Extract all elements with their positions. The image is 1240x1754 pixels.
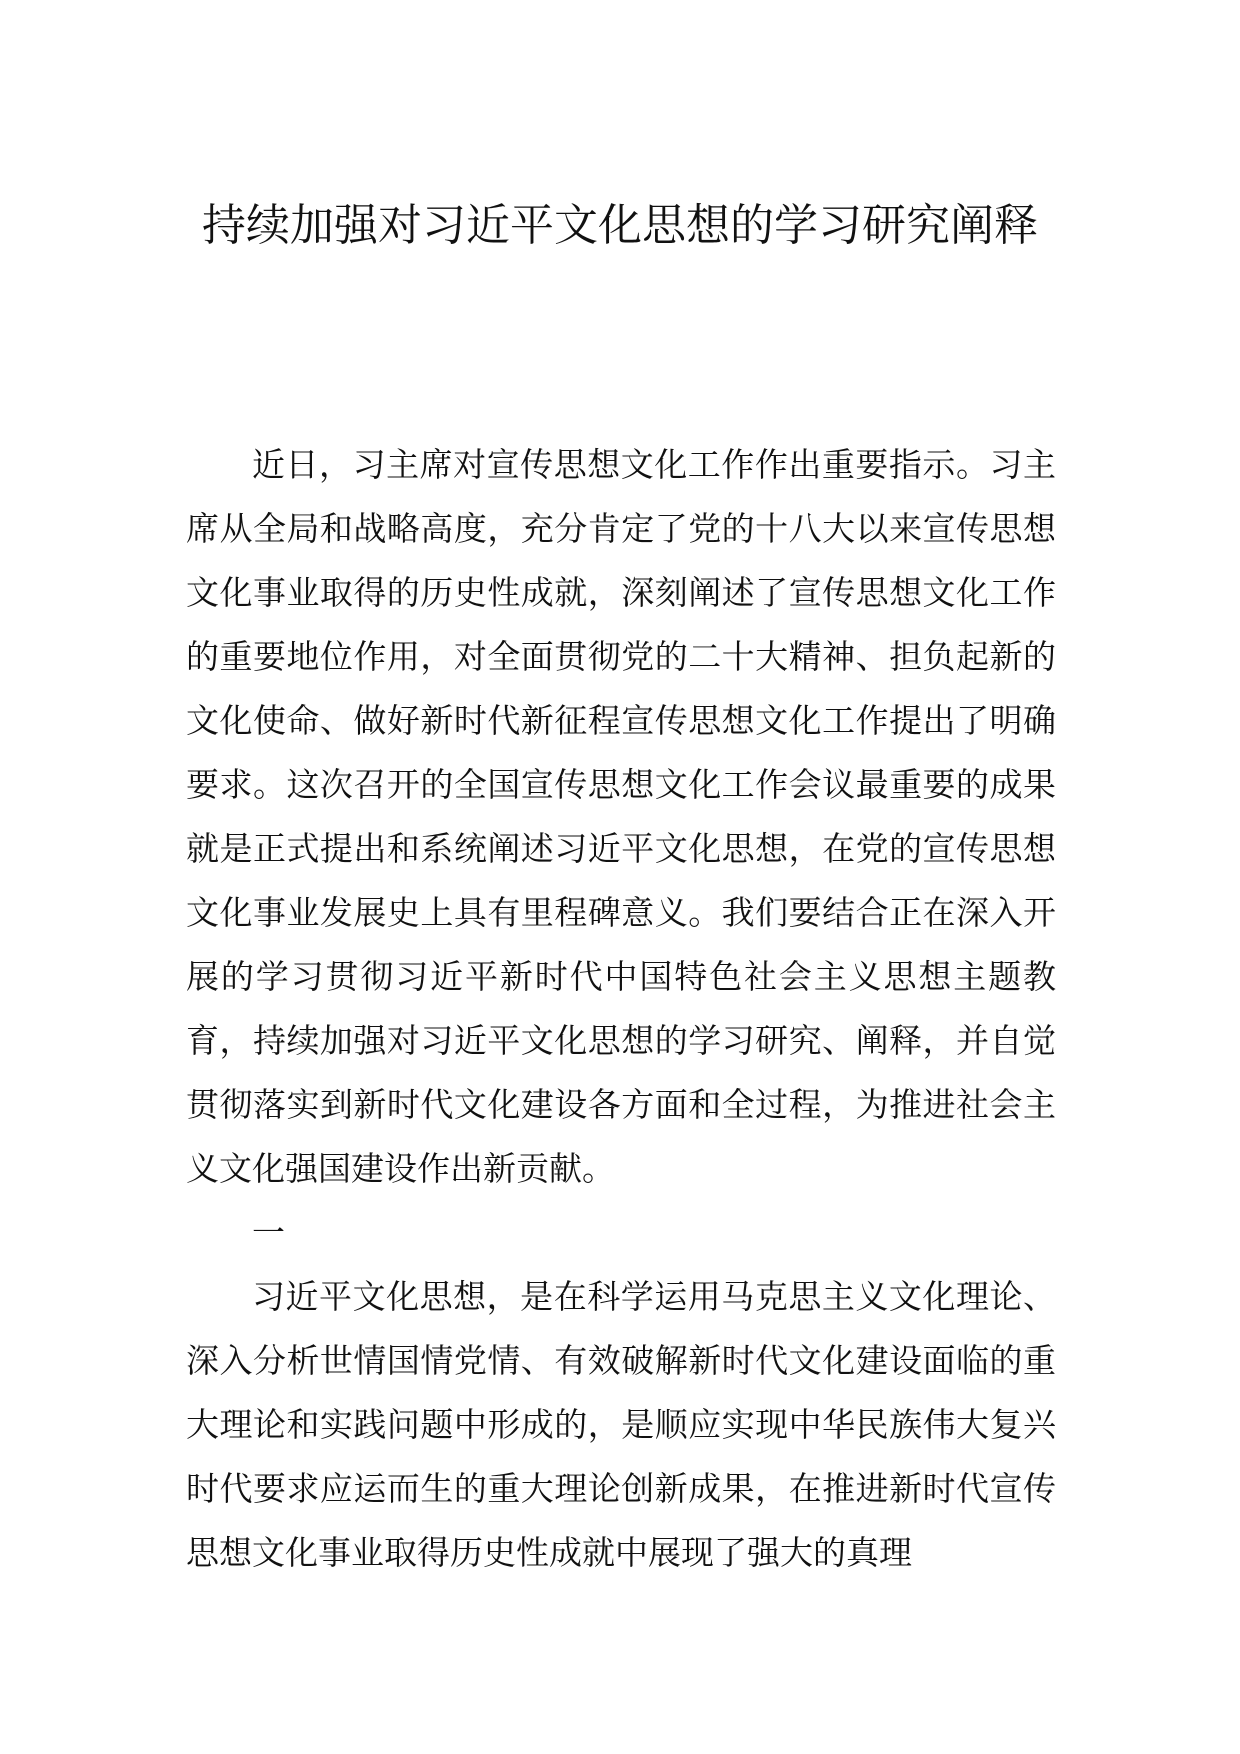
document-body bbox=[186, 433, 1056, 1585]
section-number: 一 bbox=[252, 1213, 285, 1252]
paragraph-intro: 近日，习主席对宣传思想文化工作作出重要指示。习主席从全局和战略高度，充分肯定了党的十八大以来宣传思想文化事业取得的历史性成就，深刻阐述了宣传思想文化工作的重要地位作用，对全面贯彻党的二十大精神、担负起新的文化使命、做好新时代新征程宣传思想文化工作提出了明确要求。这次召开的全国宣传思想文化工作会议最重要的成果就是正式提出和系统阐述习近平文化思想，在党的宣传思想文化事业发展史上具有里程碑意义。我们要结合正在深入开展的学习贯彻习近平新时代中国特色社会主义思想主题教育，持续加强对习近平文化思想的学习研究、阐释，并自觉贯彻落实到新时代文化建设各方面和全过程，为推进社会主义文化强国建设作出新贡献。 bbox=[186, 445, 1056, 1188]
document-title: 持续加强对习近平文化思想的学习研究阐释 bbox=[202, 200, 1038, 251]
paragraph-section-one: 习近平文化思想，是在科学运用马克思主义文化理论、深入分析世情国情党情、有效破解新时代文化建设面临的重大理论和实践问题中形成的，是顺应实现中华民族伟大复兴时代要求应运而生的重大理论创新成果，在推进新时代宣传思想文化事业取得历史性成就中展现了强大的真理 bbox=[186, 1277, 1056, 1572]
